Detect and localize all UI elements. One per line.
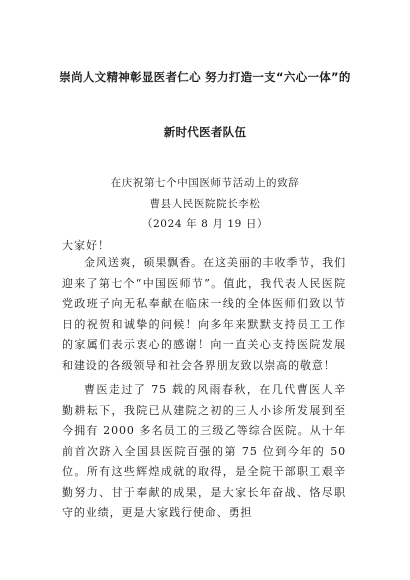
speech-date: （2024 年 8 月 19 日） <box>141 218 269 230</box>
body-paragraph-2: 曹医走过了 75 载的风雨春秋，在几代曹医人辛勤耕耘下，我院已从建院之初的三人小诊所发展到至今拥有 2000 多名员工的三级乙等综合医院。从十年前首次跻入全国县医院百强的第 75 位到今年的 50 位。所有这些辉煌成就的取得，是全院干部职工艰辛勤努力、甘于奉献的成果，是大家长年奋战、恪尽职守的业绩，更是大家践行使命、勇担 <box>62 383 346 519</box>
body-paragraph-1: 金风送爽，硕果飘香。在这美丽的丰收季节，我们迎来了第七个“中国医师节”。值此，我代表人民医院党政班子向无私奉献在临床一线的全体医师们致以节日的祝贺和诚挚的问候！向多年来默默支持员工工作的家属们表示衷心的感谢！向一直关心支持医院发展和建设的各级领导和社会各界朋友致以崇高的敬意！ <box>62 256 346 372</box>
document-title-line-2: 新时代医者队伍 <box>163 125 247 139</box>
greeting: 大家好！ <box>62 239 110 252</box>
speech-occasion: 在庆祝第七个中国医师节活动上的致辞 <box>110 177 300 189</box>
document-title-line-1: 崇尚人文精神彰显医者仁心 努力打造一支“六心一体”的 <box>59 70 351 84</box>
speech-author: 曹县人民医院院长李松 <box>149 198 261 210</box>
